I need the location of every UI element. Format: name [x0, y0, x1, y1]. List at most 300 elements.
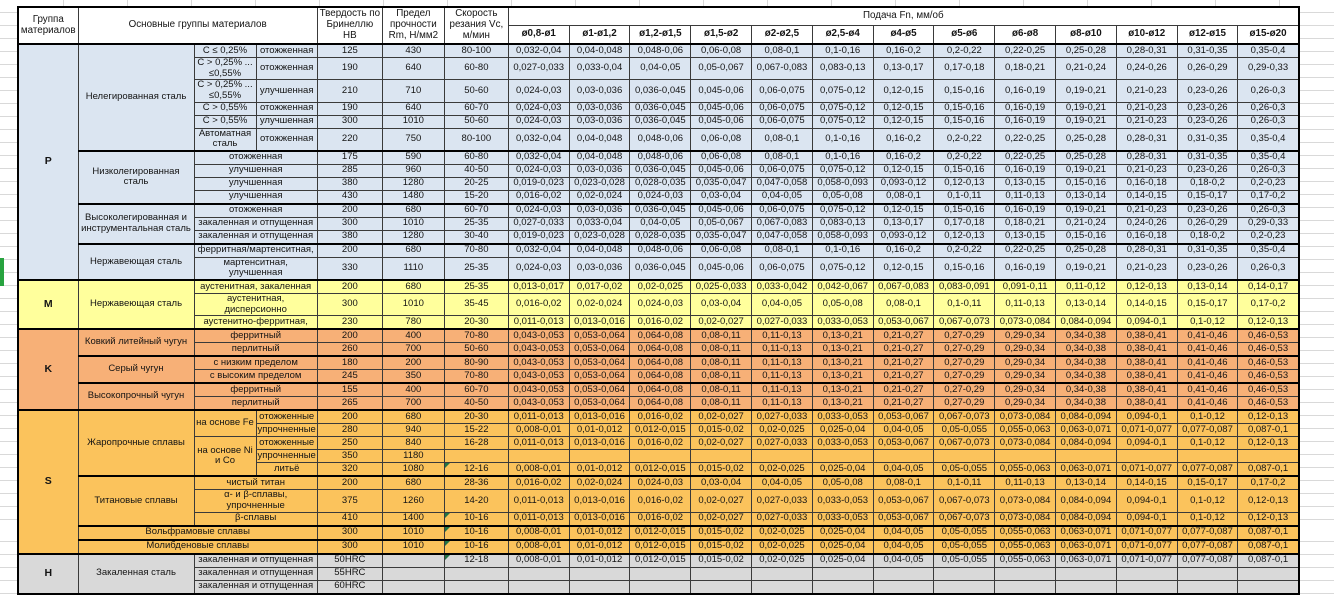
feed-cell[interactable]: 0,23-0,26: [1177, 115, 1238, 128]
feed-cell[interactable]: 0,29-0,33: [1238, 217, 1299, 230]
feed-cell[interactable]: 0,011-0,013: [508, 437, 569, 450]
feed-cell[interactable]: 0,058-0,093: [812, 177, 873, 190]
feed-cell[interactable]: 0,008-0,01: [508, 526, 569, 540]
feed-cell[interactable]: 0,23-0,26: [1177, 164, 1238, 177]
feed-cell[interactable]: 0,34-0,38: [1056, 383, 1117, 397]
feed-cell[interactable]: 0,024-0,03: [508, 204, 569, 218]
feed-cell[interactable]: 0,035-0,047: [691, 230, 752, 244]
feed-cell[interactable]: 0,18-0,21: [995, 58, 1056, 80]
feed-cell[interactable]: 0,093-0,12: [873, 177, 934, 190]
feed-cell[interactable]: 0,02-0,027: [691, 316, 752, 330]
feed-cell[interactable]: 0,028-0,035: [630, 230, 691, 244]
cell[interactable]: 40-50: [444, 164, 508, 177]
feed-cell[interactable]: 0,02-0,024: [569, 294, 630, 316]
feed-cell[interactable]: 0,06-0,075: [752, 204, 813, 218]
feed-cell[interactable]: 0,26-0,3: [1238, 164, 1299, 177]
feed-cell[interactable]: 0,22-0,25: [995, 128, 1056, 151]
feed-cell[interactable]: 0,013-0,016: [569, 437, 630, 450]
cell[interactable]: чистый титан: [194, 476, 317, 490]
feed-cell[interactable]: 0,13-0,15: [995, 177, 1056, 190]
cell[interactable]: улучшенная: [194, 164, 317, 177]
feed-cell[interactable]: 0,025-0,04: [812, 540, 873, 554]
feed-cell[interactable]: 0,013-0,016: [569, 316, 630, 330]
feed-cell[interactable]: 0,087-0,1: [1238, 424, 1299, 437]
feed-cell[interactable]: [630, 580, 691, 594]
cell[interactable]: 1010: [382, 526, 444, 540]
feed-cell[interactable]: [1238, 567, 1299, 580]
cell[interactable]: 15-20: [444, 190, 508, 204]
feed-cell[interactable]: [934, 580, 995, 594]
feed-cell[interactable]: 0,03-0,036: [569, 115, 630, 128]
feed-cell[interactable]: 0,064-0,08: [630, 343, 691, 357]
cell[interactable]: 410: [317, 512, 382, 526]
cell[interactable]: 375: [317, 490, 382, 512]
feed-cell[interactable]: 0,11-0,13: [752, 343, 813, 357]
feed-cell[interactable]: 0,13-0,14: [1177, 280, 1238, 294]
feed-cell[interactable]: 0,027-0,033: [752, 437, 813, 450]
cell[interactable]: 1180: [382, 450, 444, 463]
feed-cell[interactable]: 0,28-0,31: [1116, 44, 1177, 58]
feed-cell[interactable]: 0,25-0,28: [1056, 128, 1117, 151]
feed-cell[interactable]: 0,23-0,26: [1177, 102, 1238, 115]
feed-cell[interactable]: 0,1-0,12: [1177, 437, 1238, 450]
feed-cell[interactable]: 0,013-0,017: [508, 280, 569, 294]
cell[interactable]: 200: [382, 356, 444, 370]
feed-cell[interactable]: 0,048-0,06: [630, 151, 691, 165]
feed-cell[interactable]: 0,016-0,02: [630, 316, 691, 330]
cell[interactable]: С > 0,25% ... ≤0,55%: [194, 80, 256, 102]
feed-cell[interactable]: 0,15-0,16: [934, 102, 995, 115]
feed-cell[interactable]: 0,04-0,05: [873, 463, 934, 477]
cell[interactable]: 70-80: [444, 329, 508, 343]
feed-cell[interactable]: 0,35-0,4: [1238, 151, 1299, 165]
feed-cell[interactable]: 0,008-0,01: [508, 540, 569, 554]
cell[interactable]: 1010: [382, 540, 444, 554]
feed-cell[interactable]: 0,02-0,025: [630, 280, 691, 294]
feed-cell[interactable]: 0,016-0,02: [630, 512, 691, 526]
cell[interactable]: ферритный: [194, 329, 317, 343]
feed-cell[interactable]: 0,27-0,29: [934, 397, 995, 411]
feed-cell[interactable]: 0,21-0,27: [873, 356, 934, 370]
header-hardness[interactable]: Твердость по Бринеллю HB: [317, 7, 382, 44]
feed-cell[interactable]: 0,2-0,23: [1238, 230, 1299, 244]
feed-cell[interactable]: 0,012-0,015: [630, 424, 691, 437]
feed-cell[interactable]: 0,34-0,38: [1056, 356, 1117, 370]
cell[interactable]: 840: [382, 437, 444, 450]
feed-cell[interactable]: [995, 450, 1056, 463]
feed-cell[interactable]: 0,083-0,13: [812, 217, 873, 230]
feed-cell[interactable]: 0,043-0,053: [508, 370, 569, 384]
feed-cell[interactable]: 0,04-0,05: [752, 190, 813, 204]
cell[interactable]: 260: [317, 343, 382, 357]
feed-cell[interactable]: 0,35-0,4: [1238, 128, 1299, 151]
feed-cell[interactable]: [1177, 580, 1238, 594]
feed-cell[interactable]: [752, 450, 813, 463]
feed-cell[interactable]: 0,053-0,067: [873, 490, 934, 512]
feed-cell[interactable]: 0,01-0,012: [569, 463, 630, 477]
feed-cell[interactable]: 0,12-0,15: [873, 204, 934, 218]
feed-cell[interactable]: 0,03-0,036: [569, 102, 630, 115]
feed-cell[interactable]: 0,067-0,073: [934, 410, 995, 424]
cell[interactable]: 60-70: [444, 383, 508, 397]
feed-cell[interactable]: 0,16-0,19: [995, 204, 1056, 218]
cell[interactable]: 10-16: [444, 512, 508, 526]
feed-cell[interactable]: 0,016-0,02: [508, 294, 569, 316]
feed-cell[interactable]: 0,22-0,25: [995, 44, 1056, 58]
feed-cell[interactable]: 0,045-0,06: [691, 102, 752, 115]
feed-cell[interactable]: [873, 450, 934, 463]
feed-cell[interactable]: 0,25-0,28: [1056, 244, 1117, 258]
feed-cell[interactable]: 0,036-0,045: [630, 164, 691, 177]
feed-cell[interactable]: 0,2-0,22: [934, 44, 995, 58]
diameter-header-cell[interactable]: ø15-ø20: [1238, 26, 1299, 45]
diameter-header-cell[interactable]: ø1-ø1,2: [569, 26, 630, 45]
feed-cell[interactable]: 0,067-0,083: [752, 217, 813, 230]
cell[interactable]: аустенитно-ферритная,: [194, 316, 317, 330]
cell[interactable]: 1010: [382, 217, 444, 230]
cell[interactable]: 200: [317, 280, 382, 294]
feed-cell[interactable]: [508, 567, 569, 580]
feed-cell[interactable]: [873, 567, 934, 580]
feed-cell[interactable]: 0,043-0,053: [508, 343, 569, 357]
cell[interactable]: на основе Fe: [194, 410, 256, 437]
feed-cell[interactable]: 0,02-0,027: [691, 512, 752, 526]
cell[interactable]: 200: [317, 329, 382, 343]
feed-cell[interactable]: 0,13-0,21: [812, 397, 873, 411]
cell[interactable]: 710: [382, 80, 444, 102]
cell[interactable]: закаленная и отпущенная: [194, 554, 317, 568]
feed-cell[interactable]: 0,15-0,16: [1056, 177, 1117, 190]
cell[interactable]: 60-70: [444, 102, 508, 115]
feed-cell[interactable]: 0,032-0,04: [508, 44, 569, 58]
feed-cell[interactable]: 0,033-0,053: [812, 437, 873, 450]
feed-cell[interactable]: 0,077-0,087: [1177, 540, 1238, 554]
feed-cell[interactable]: 0,06-0,08: [691, 44, 752, 58]
feed-cell[interactable]: 0,08-0,11: [691, 397, 752, 411]
cell[interactable]: 210: [317, 80, 382, 102]
feed-cell[interactable]: 0,02-0,024: [569, 476, 630, 490]
cell[interactable]: 220: [317, 128, 382, 151]
feed-cell[interactable]: 0,053-0,064: [569, 343, 630, 357]
cell[interactable]: 1080: [382, 463, 444, 477]
feed-cell[interactable]: 0,1-0,16: [812, 128, 873, 151]
feed-cell[interactable]: 0,11-0,13: [752, 329, 813, 343]
feed-cell[interactable]: 0,2-0,23: [1238, 177, 1299, 190]
feed-cell[interactable]: 0,025-0,033: [691, 280, 752, 294]
feed-cell[interactable]: 0,1-0,12: [1177, 316, 1238, 330]
feed-cell[interactable]: 0,023-0,028: [569, 177, 630, 190]
header-strength[interactable]: Предел прочности Rm, Н/мм2: [382, 7, 444, 44]
feed-cell[interactable]: 0,032-0,04: [508, 151, 569, 165]
feed-cell[interactable]: 0,12-0,15: [873, 164, 934, 177]
feed-cell[interactable]: [569, 580, 630, 594]
cell[interactable]: аустенитная, закаленная: [194, 280, 317, 294]
feed-cell[interactable]: 0,075-0,12: [812, 164, 873, 177]
feed-cell[interactable]: 0,12-0,13: [1238, 437, 1299, 450]
feed-cell[interactable]: 0,045-0,06: [691, 257, 752, 280]
cell[interactable]: отожженная: [256, 44, 317, 58]
feed-cell[interactable]: 0,064-0,08: [630, 383, 691, 397]
feed-cell[interactable]: 0,21-0,24: [1056, 217, 1117, 230]
feed-cell[interactable]: 0,27-0,29: [934, 329, 995, 343]
feed-cell[interactable]: 0,094-0,1: [1116, 490, 1177, 512]
feed-cell[interactable]: 0,19-0,21: [1056, 102, 1117, 115]
feed-cell[interactable]: 0,077-0,087: [1177, 424, 1238, 437]
cell[interactable]: 15-22: [444, 424, 508, 437]
feed-cell[interactable]: 0,21-0,23: [1116, 102, 1177, 115]
feed-cell[interactable]: 0,053-0,064: [569, 356, 630, 370]
feed-cell[interactable]: 0,08-0,1: [752, 244, 813, 258]
group-code-cell[interactable]: K: [18, 329, 78, 410]
feed-cell[interactable]: 0,12-0,13: [1238, 410, 1299, 424]
feed-cell[interactable]: 0,11-0,13: [752, 383, 813, 397]
feed-cell[interactable]: [508, 580, 569, 594]
cell[interactable]: 12-18: [444, 554, 508, 568]
feed-cell[interactable]: 0,008-0,01: [508, 463, 569, 477]
feed-cell[interactable]: 0,38-0,41: [1116, 383, 1177, 397]
feed-cell[interactable]: 0,04-0,05: [873, 554, 934, 568]
cell[interactable]: закаленная и отпущенная: [194, 567, 317, 580]
feed-cell[interactable]: 0,071-0,077: [1116, 526, 1177, 540]
feed-cell[interactable]: 0,033-0,053: [812, 410, 873, 424]
cell[interactable]: 25-35: [444, 217, 508, 230]
feed-cell[interactable]: 0,26-0,3: [1238, 257, 1299, 280]
cell[interactable]: Жаропрочные сплавы: [78, 410, 194, 476]
cell[interactable]: 300: [317, 294, 382, 316]
feed-cell[interactable]: 0,27-0,29: [934, 383, 995, 397]
feed-cell[interactable]: 0,05-0,067: [691, 217, 752, 230]
feed-cell[interactable]: 0,053-0,067: [873, 512, 934, 526]
cell[interactable]: ферритный: [194, 383, 317, 397]
diameter-header-cell[interactable]: ø8-ø10: [1056, 26, 1117, 45]
feed-cell[interactable]: [995, 567, 1056, 580]
feed-cell[interactable]: 0,14-0,15: [1116, 190, 1177, 204]
cell[interactable]: 1280: [382, 177, 444, 190]
cell[interactable]: Серый чугун: [78, 356, 194, 383]
cell[interactable]: 680: [382, 410, 444, 424]
cell[interactable]: отожженные: [256, 437, 317, 450]
feed-cell[interactable]: 0,29-0,34: [995, 383, 1056, 397]
feed-cell[interactable]: 0,016-0,02: [630, 410, 691, 424]
feed-cell[interactable]: 0,091-0,11: [995, 280, 1056, 294]
feed-cell[interactable]: 0,075-0,12: [812, 102, 873, 115]
feed-cell[interactable]: 0,1-0,16: [812, 151, 873, 165]
feed-cell[interactable]: 0,087-0,1: [1238, 540, 1299, 554]
feed-cell[interactable]: 0,19-0,21: [1056, 164, 1117, 177]
group-code-cell[interactable]: M: [18, 280, 78, 329]
feed-cell[interactable]: [691, 450, 752, 463]
cell[interactable]: упрочненные: [257, 423, 316, 435]
feed-cell[interactable]: 0,03-0,036: [569, 204, 630, 218]
feed-cell[interactable]: [630, 450, 691, 463]
feed-cell[interactable]: 0,03-0,036: [569, 257, 630, 280]
feed-cell[interactable]: 0,015-0,02: [691, 554, 752, 568]
cell[interactable]: 30-40: [444, 230, 508, 244]
cell[interactable]: перлитный: [194, 397, 317, 411]
header-feed[interactable]: Подача Fn, мм/об: [508, 7, 1298, 26]
cell[interactable]: отожженная: [256, 102, 317, 115]
feed-cell[interactable]: 0,067-0,073: [934, 490, 995, 512]
cell[interactable]: 14-20: [444, 490, 508, 512]
feed-cell[interactable]: 0,38-0,41: [1116, 397, 1177, 411]
feed-cell[interactable]: 0,012-0,015: [630, 526, 691, 540]
feed-cell[interactable]: 0,38-0,41: [1116, 329, 1177, 343]
feed-cell[interactable]: 0,064-0,08: [630, 356, 691, 370]
cell[interactable]: 700: [382, 397, 444, 411]
cell[interactable]: упрочненные: [257, 449, 316, 461]
feed-cell[interactable]: 0,05-0,08: [812, 190, 873, 204]
feed-cell[interactable]: 0,23-0,26: [1177, 80, 1238, 102]
feed-cell[interactable]: 0,1-0,12: [1177, 410, 1238, 424]
feed-cell[interactable]: 0,016-0,02: [508, 190, 569, 204]
feed-cell[interactable]: 0,073-0,084: [995, 490, 1056, 512]
feed-cell[interactable]: 0,063-0,071: [1056, 554, 1117, 568]
feed-cell[interactable]: 0,064-0,08: [630, 329, 691, 343]
feed-cell[interactable]: 0,1-0,11: [934, 190, 995, 204]
feed-cell[interactable]: 0,053-0,064: [569, 397, 630, 411]
diameter-header-cell[interactable]: ø12-ø15: [1177, 26, 1238, 45]
feed-cell[interactable]: 0,067-0,073: [934, 316, 995, 330]
cell[interactable]: 25-35: [444, 257, 508, 280]
feed-cell[interactable]: 0,084-0,094: [1056, 410, 1117, 424]
feed-cell[interactable]: 0,075-0,12: [812, 115, 873, 128]
feed-cell[interactable]: 0,015-0,02: [691, 463, 752, 477]
feed-cell[interactable]: 0,41-0,46: [1177, 343, 1238, 357]
feed-cell[interactable]: 0,04-0,048: [569, 44, 630, 58]
feed-cell[interactable]: 0,06-0,075: [752, 102, 813, 115]
feed-cell[interactable]: 0,1-0,16: [812, 44, 873, 58]
cell[interactable]: 125: [317, 44, 382, 58]
feed-cell[interactable]: 0,26-0,3: [1238, 80, 1299, 102]
feed-cell[interactable]: 0,31-0,35: [1177, 151, 1238, 165]
diameter-header-cell[interactable]: ø6-ø8: [995, 26, 1056, 45]
feed-cell[interactable]: [934, 567, 995, 580]
cell[interactable]: 350: [317, 450, 382, 463]
feed-cell[interactable]: 0,05-0,08: [812, 294, 873, 316]
cell[interactable]: 20-30: [444, 410, 508, 424]
feed-cell[interactable]: 0,08-0,1: [752, 128, 813, 151]
feed-cell[interactable]: 0,26-0,29: [1177, 217, 1238, 230]
feed-cell[interactable]: 0,29-0,34: [995, 397, 1056, 411]
feed-cell[interactable]: 0,028-0,035: [630, 177, 691, 190]
feed-cell[interactable]: 0,024-0,03: [630, 190, 691, 204]
feed-cell[interactable]: 0,03-0,036: [569, 80, 630, 102]
feed-cell[interactable]: 0,036-0,045: [630, 204, 691, 218]
feed-cell[interactable]: 0,14-0,15: [1116, 476, 1177, 490]
feed-cell[interactable]: 0,29-0,34: [995, 370, 1056, 384]
feed-cell[interactable]: 0,12-0,13: [934, 230, 995, 244]
cell[interactable]: 20-25: [444, 177, 508, 190]
feed-cell[interactable]: 0,06-0,08: [691, 128, 752, 151]
feed-cell[interactable]: 0,033-0,053: [812, 316, 873, 330]
feed-cell[interactable]: 0,12-0,13: [1238, 490, 1299, 512]
feed-cell[interactable]: 0,048-0,06: [630, 244, 691, 258]
feed-cell[interactable]: 0,46-0,53: [1238, 329, 1299, 343]
feed-cell[interactable]: 0,06-0,075: [752, 257, 813, 280]
feed-cell[interactable]: 0,34-0,38: [1056, 343, 1117, 357]
feed-cell[interactable]: 0,21-0,23: [1116, 257, 1177, 280]
cell[interactable]: 50HRC: [317, 554, 382, 568]
feed-cell[interactable]: 0,11-0,13: [995, 190, 1056, 204]
feed-cell[interactable]: 0,29-0,34: [995, 329, 1056, 343]
feed-cell[interactable]: 0,12-0,13: [1116, 280, 1177, 294]
feed-cell[interactable]: [1056, 580, 1117, 594]
feed-cell[interactable]: [812, 450, 873, 463]
feed-cell[interactable]: 0,12-0,13: [1238, 512, 1299, 526]
feed-cell[interactable]: 0,063-0,071: [1056, 540, 1117, 554]
feed-cell[interactable]: 0,024-0,03: [508, 164, 569, 177]
cell[interactable]: закаленная и отпущенная: [194, 217, 317, 230]
cell[interactable]: аустенитная, дисперсионно: [194, 294, 317, 316]
cell[interactable]: С > 0,25% ... ≤0,55%: [194, 58, 256, 80]
feed-cell[interactable]: 0,19-0,21: [1056, 257, 1117, 280]
feed-cell[interactable]: 0,024-0,03: [508, 102, 569, 115]
cell[interactable]: 200: [317, 204, 382, 218]
feed-cell[interactable]: 0,05-0,067: [691, 58, 752, 80]
cell[interactable]: 380: [317, 177, 382, 190]
feed-cell[interactable]: 0,03-0,04: [691, 476, 752, 490]
feed-cell[interactable]: 0,02-0,027: [691, 490, 752, 512]
feed-cell[interactable]: 0,04-0,048: [569, 244, 630, 258]
feed-cell[interactable]: 0,04-0,05: [873, 424, 934, 437]
feed-cell[interactable]: 0,048-0,06: [630, 128, 691, 151]
feed-cell[interactable]: 0,16-0,2: [873, 151, 934, 165]
feed-cell[interactable]: 0,083-0,091: [934, 280, 995, 294]
cell[interactable]: Ковкий литейный чугун: [78, 329, 194, 356]
feed-cell[interactable]: 0,11-0,13: [995, 476, 1056, 490]
feed-cell[interactable]: 0,013-0,016: [569, 490, 630, 512]
feed-cell[interactable]: 0,38-0,41: [1116, 370, 1177, 384]
feed-cell[interactable]: 0,073-0,084: [995, 437, 1056, 450]
cell[interactable]: Закаленная сталь: [78, 554, 194, 594]
feed-cell[interactable]: 0,019-0,023: [508, 177, 569, 190]
cell[interactable]: 590: [382, 151, 444, 165]
feed-cell[interactable]: 0,015-0,02: [691, 526, 752, 540]
feed-cell[interactable]: 0,093-0,12: [873, 230, 934, 244]
diameter-header-cell[interactable]: ø10-ø12: [1116, 26, 1177, 45]
cell[interactable]: 1010: [382, 294, 444, 316]
feed-cell[interactable]: 0,011-0,013: [508, 410, 569, 424]
feed-cell[interactable]: 0,048-0,06: [630, 44, 691, 58]
cell[interactable]: 175: [317, 151, 382, 165]
cell[interactable]: 940: [382, 424, 444, 437]
cell[interactable]: литьё: [256, 463, 317, 477]
feed-cell[interactable]: 0,41-0,46: [1177, 370, 1238, 384]
feed-cell[interactable]: [630, 567, 691, 580]
cell[interactable]: 60HRC: [317, 580, 382, 594]
cell[interactable]: 400: [382, 329, 444, 343]
cell[interactable]: улучшенная: [256, 80, 317, 102]
feed-cell[interactable]: 0,077-0,087: [1177, 526, 1238, 540]
feed-cell[interactable]: 0,058-0,093: [812, 230, 873, 244]
feed-cell[interactable]: 0,053-0,064: [569, 329, 630, 343]
feed-cell[interactable]: 0,08-0,11: [691, 343, 752, 357]
feed-cell[interactable]: 0,055-0,063: [995, 463, 1056, 477]
feed-cell[interactable]: 0,27-0,29: [934, 343, 995, 357]
feed-cell[interactable]: 0,075-0,12: [812, 257, 873, 280]
feed-cell[interactable]: 0,19-0,21: [1056, 80, 1117, 102]
feed-cell[interactable]: 0,06-0,08: [691, 244, 752, 258]
feed-cell[interactable]: 0,08-0,1: [873, 190, 934, 204]
cell[interactable]: 200: [317, 244, 382, 258]
feed-cell[interactable]: 0,01-0,012: [569, 424, 630, 437]
feed-cell[interactable]: 0,38-0,41: [1116, 356, 1177, 370]
feed-cell[interactable]: 0,008-0,01: [508, 424, 569, 437]
cell[interactable]: С > 0,55%: [194, 102, 256, 115]
feed-cell[interactable]: 0,013-0,016: [569, 410, 630, 424]
feed-cell[interactable]: 0,35-0,4: [1238, 44, 1299, 58]
feed-cell[interactable]: 0,087-0,1: [1238, 526, 1299, 540]
